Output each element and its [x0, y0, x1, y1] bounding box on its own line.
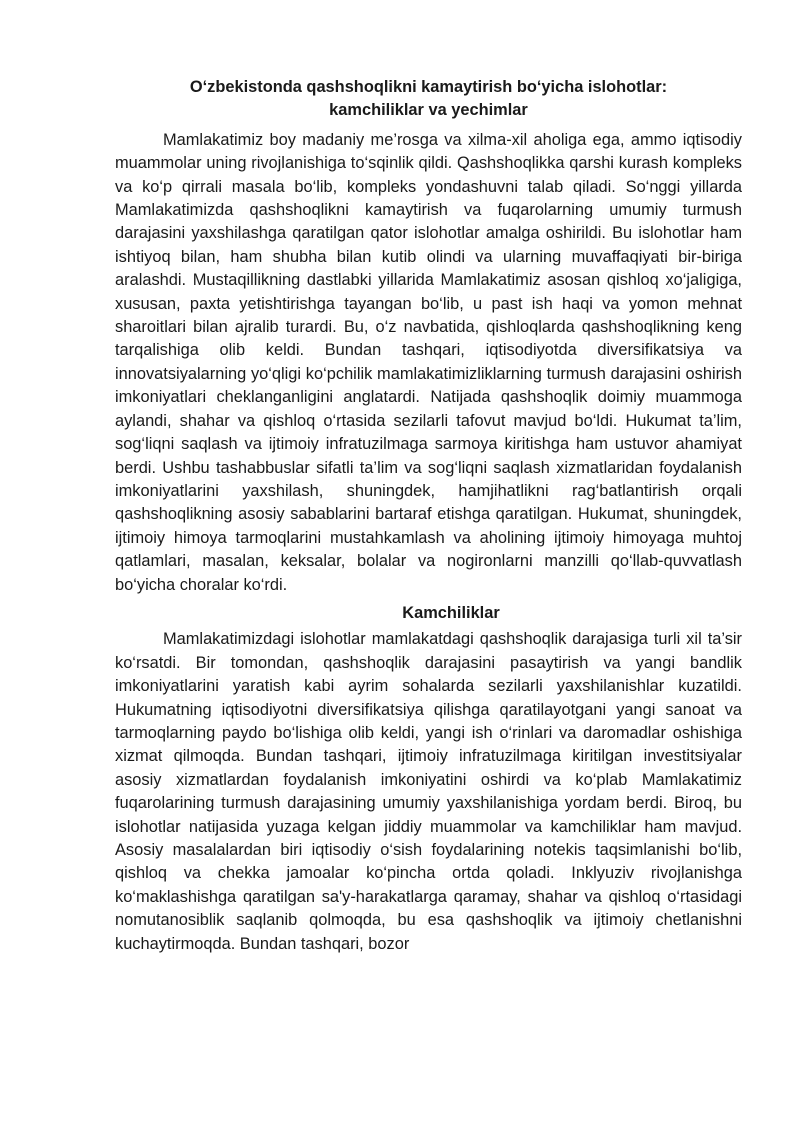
section-heading-kamchiliklar: Kamchiliklar [402, 603, 500, 622]
document-page [115, 76, 742, 956]
title-line-2: kamchiliklar va yechimlar [329, 101, 528, 120]
document-title [115, 76, 742, 123]
paragraph-kamchiliklar: Mamlakatimizdagi islohotlar mamlakatdagi qashshoqlik darajasiga turli xil ta’sir ko‘rsatdi. Bir tomondan, qashshoqlik darajasini pasaytirish va yangi bandlik imkoniyatlarini yaratish kabi ayrim sohalarda sezilarli yaxshilanishlar kuzatildi. Hukumatning iqtisodiyotni diversifikatsiya qilishga qaratilayotgani yangi sanoat va tarmoqlarning paydo bo‘lishiga olib keldi, yangi ish o‘rinlari va daromadlar oshishiga xizmat qilmoqda. Bundan tashqari, ijtimoiy infratuzilmaga kiritilgan investitsiyalar asosiy xizmatlardan foydalanish imkoniyatini oshirdi va ko‘plab Mamlakatimiz fuqarolarining turmush darajasining umumiy yaxshilanishiga yordam berdi. Biroq, bu islohotlar natijasida yuzaga kelgan jiddiy muammolar va kamchiliklar ham mavjud. Asosiy masalalardan biri iqtisodiy o‘sish foydalarining notekis taqsimlanishi bo‘lib, qishloq va chekka jamoalar ko‘pincha ortda qoladi. Inklyuziv rivojlanishga ko‘maklashishga qaratilgan sa'y-harakatlarga qaramay, shahar va qishloq o‘rtasidagi nomutanosiblik saqlanib qolmoqda, bu esa qashshoqlik va ijtimoiy chetlanishni kuchaytirmoqda. Bundan tashqari, bozor [115, 630, 742, 953]
paragraph-intro: Mamlakatimiz boy madaniy me’rosga va xilma-xil aholiga ega, ammo iqtisodiy muammolar uning rivojlanishiga to‘sqinlik qildi. Qashshoqlikka qarshi kurash kompleks va ko‘p qirrali masala bo‘lib, kompleks yondashuvni talab qiladi. So‘nggi yillarda Mamlakatimizda qashshoqlikni kamaytirish va fuqarolarning umumiy turmush darajasini yaxshilashga qaratilgan qator islohotlar amalga oshirildi. Bu islohotlar ham ishtiyoq bilan, ham shubha bilan kutib olindi va ularning muvaffaqiyati bir-biriga aralashdi. Mustaqillikning dastlabki yillarida Mamlakatimiz asosan qishloq xo‘jaligiga, xususan, paxta yetishtirishga tayangan bo‘lib, u past ish haqi va yomon mehnat sharoitlari bilan ajralib turardi. Bu, o‘z navbatida, qishloqlarda qashshoqlikning keng tarqalishiga olib keldi. Bundan tashqari, iqtisodiyotda diversifikatsiya va innovatsiyalarning yo‘qligi ko‘pchilik mamlakatimizliklarning turmush darajasini oshirish imkoniyatlari cheklanganligini anglatardi. Natijada qashshoqlik doimiy muammoga aylandi, shahar va qishloq o‘rtasida sezilarli tafovut mavjud bo‘ldi. Hukumat ta’lim, sog‘liqni saqlash va ijtimoiy infratuzilmaga sarmoya kiritishga ham ustuvor ahamiyat berdi. Ushbu tashabbuslar sifatli ta’lim va sog‘liqni saqlash xizmatlaridan foydalanish imkoniyatlarini yaxshilash, shuningdek, hamjihatlikni rag‘batlantirish orqali qashshoqlikning asosiy sabablarini bartaraf etishga qaratilgan. Hukumat, shuningdek, ijtimoiy himoya tarmoqlarini mustahkamlash va aholining ijtimoiy himoyaga muhtoj qatlamlari, masalan, keksalar, bolalar va nogironlarni manzilli qo‘llab-quvvatlash bo‘yicha choralar ko‘rdi. [115, 130, 742, 594]
title-line-1: O‘zbekistonda qashshoqlikni kamaytirish bo‘yicha islohotlar: [189, 78, 668, 96]
